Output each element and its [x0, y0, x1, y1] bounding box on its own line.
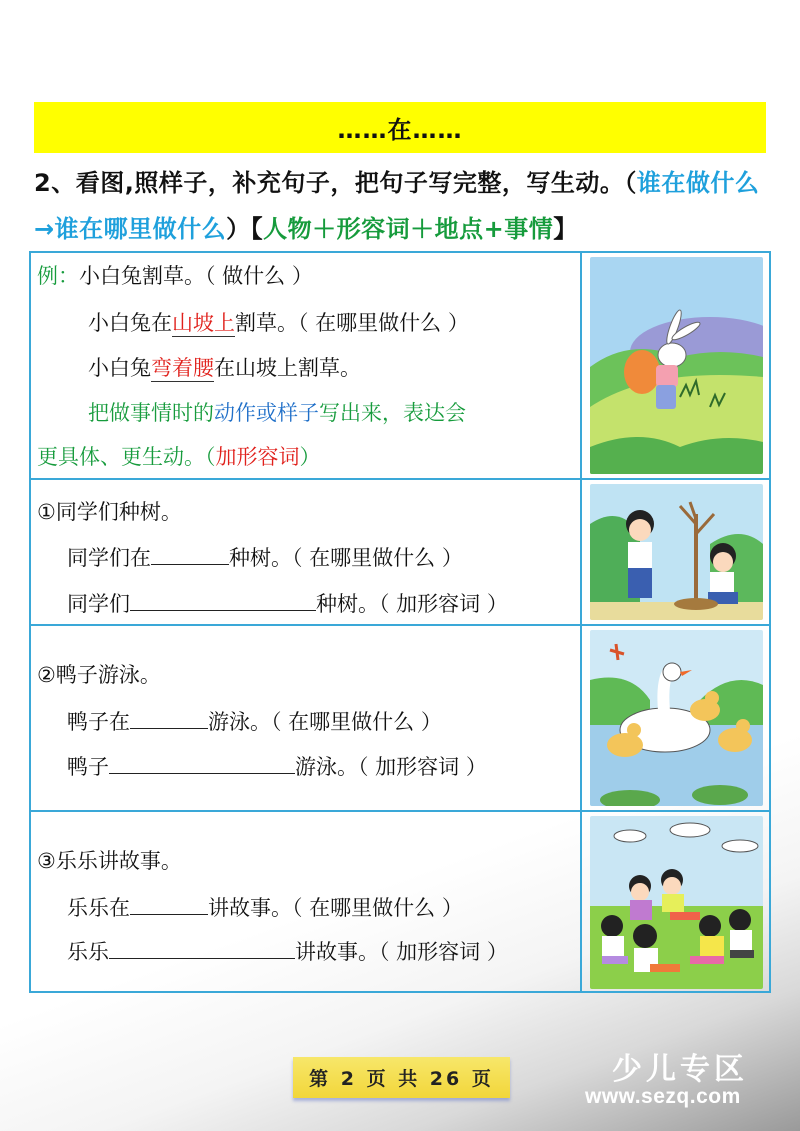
- exercise-3-adj-blank[interactable]: [109, 936, 295, 959]
- instruction-formula: 人物＋形容词＋地点+事情: [263, 215, 554, 243]
- exercise-instruction: [34, 160, 774, 252]
- section-banner: [34, 102, 766, 153]
- example-highlight-place: 山坡上: [172, 311, 235, 335]
- exercise-2-adj-end: 游泳。（ 加形容词 ）: [295, 755, 487, 779]
- exercise-row-1: [31, 480, 769, 626]
- example-line-3-end: 在山坡上割草。: [214, 356, 361, 380]
- exercise-2-adj-start: 鸭子: [67, 755, 109, 779]
- exercise-2-image-cell: [584, 626, 769, 810]
- tip-text-adjective: 加形容词: [215, 445, 300, 469]
- exercise-3-adj-start: 乐乐: [67, 940, 109, 964]
- exercise-1-adj-start: 同学们: [67, 592, 130, 616]
- watermark-url: www.sezq.com: [585, 1085, 741, 1108]
- instruction-pattern: 谁在做什么→谁在哪里做什么: [34, 169, 760, 243]
- exercise-3-image-cell: [584, 812, 769, 993]
- rabbit-illustration: [590, 257, 763, 474]
- exercise-1-adj-end: 种树。（ 加形容词 ）: [316, 592, 508, 616]
- example-line-3-start: 小白兔: [88, 356, 151, 380]
- tip-text-1: 把做事情时的: [88, 401, 214, 425]
- tip-text-3: 更具体、更生动。（: [37, 445, 216, 469]
- exercise-2-adj-blank[interactable]: [109, 751, 295, 774]
- tip-text-close: ）: [299, 445, 321, 469]
- exercise-3-where-start: 乐乐在: [67, 896, 130, 920]
- worksheet-table: [29, 251, 771, 993]
- exercise-2-prompt: ②鸭子游泳。: [37, 663, 161, 687]
- exercise-row-2: [31, 626, 769, 812]
- exercise-1-where-blank[interactable]: [151, 542, 229, 565]
- exercise-3-prompt: ③乐乐讲故事。: [37, 849, 182, 873]
- exercise-3-where-end: 讲故事。（ 在哪里做什么 ）: [208, 896, 463, 920]
- example-line-2-end: 割草。（ 在哪里做什么 ）: [235, 311, 469, 335]
- example-image-cell: [584, 253, 769, 478]
- exercise-3-text-cell: [31, 812, 582, 993]
- exercise-1-image-cell: [584, 480, 769, 624]
- instruction-bracket-end: 】: [553, 215, 578, 243]
- page-number-label: 第 2 页 共 26 页: [309, 1068, 494, 1090]
- example-line-2-start: 小白兔在: [88, 311, 172, 335]
- tip-text-2: 写出来，表达会: [319, 401, 466, 425]
- instruction-bracket: ）【: [226, 215, 264, 243]
- exercise-1-text-cell: [31, 480, 582, 624]
- exercise-1-where-start: 同学们在: [67, 546, 151, 570]
- watermark-title: 少儿专区: [612, 1052, 748, 1087]
- exercise-row-3: [31, 812, 769, 993]
- example-line-1: 小白兔割草。（ 做什么 ）: [79, 264, 313, 288]
- page-indicator: [293, 1057, 510, 1098]
- tip-text-keyword: 动作或样子: [214, 401, 319, 425]
- exercise-1-where-end: 种树。（ 在哪里做什么 ）: [229, 546, 463, 570]
- exercise-1-adj-blank[interactable]: [130, 588, 316, 611]
- example-label: 例：: [37, 264, 79, 288]
- exercise-2-where-start: 鸭子在: [67, 710, 130, 734]
- exercise-3-where-blank[interactable]: [130, 892, 208, 915]
- exercise-2-text-cell: [31, 626, 582, 810]
- example-highlight-adjective: 弯着腰: [151, 356, 214, 380]
- exercise-2-where-blank[interactable]: [130, 706, 208, 729]
- exercise-2-where-end: 游泳。（ 在哪里做什么 ）: [208, 710, 442, 734]
- banner-title: ……在……: [337, 116, 463, 144]
- example-text-cell: [31, 253, 582, 478]
- exercise-1-prompt: ①同学们种树。: [37, 500, 182, 524]
- storytelling-illustration: [590, 816, 763, 989]
- tree-planting-illustration: [590, 484, 763, 620]
- instruction-number: 2、: [34, 169, 76, 197]
- exercise-3-adj-end: 讲故事。（ 加形容词 ）: [295, 940, 508, 964]
- ducks-illustration: [590, 630, 763, 806]
- instruction-text: 看图,照样子，补充句子，把句子写完整，写生动。（: [75, 169, 637, 197]
- example-row: [31, 253, 769, 480]
